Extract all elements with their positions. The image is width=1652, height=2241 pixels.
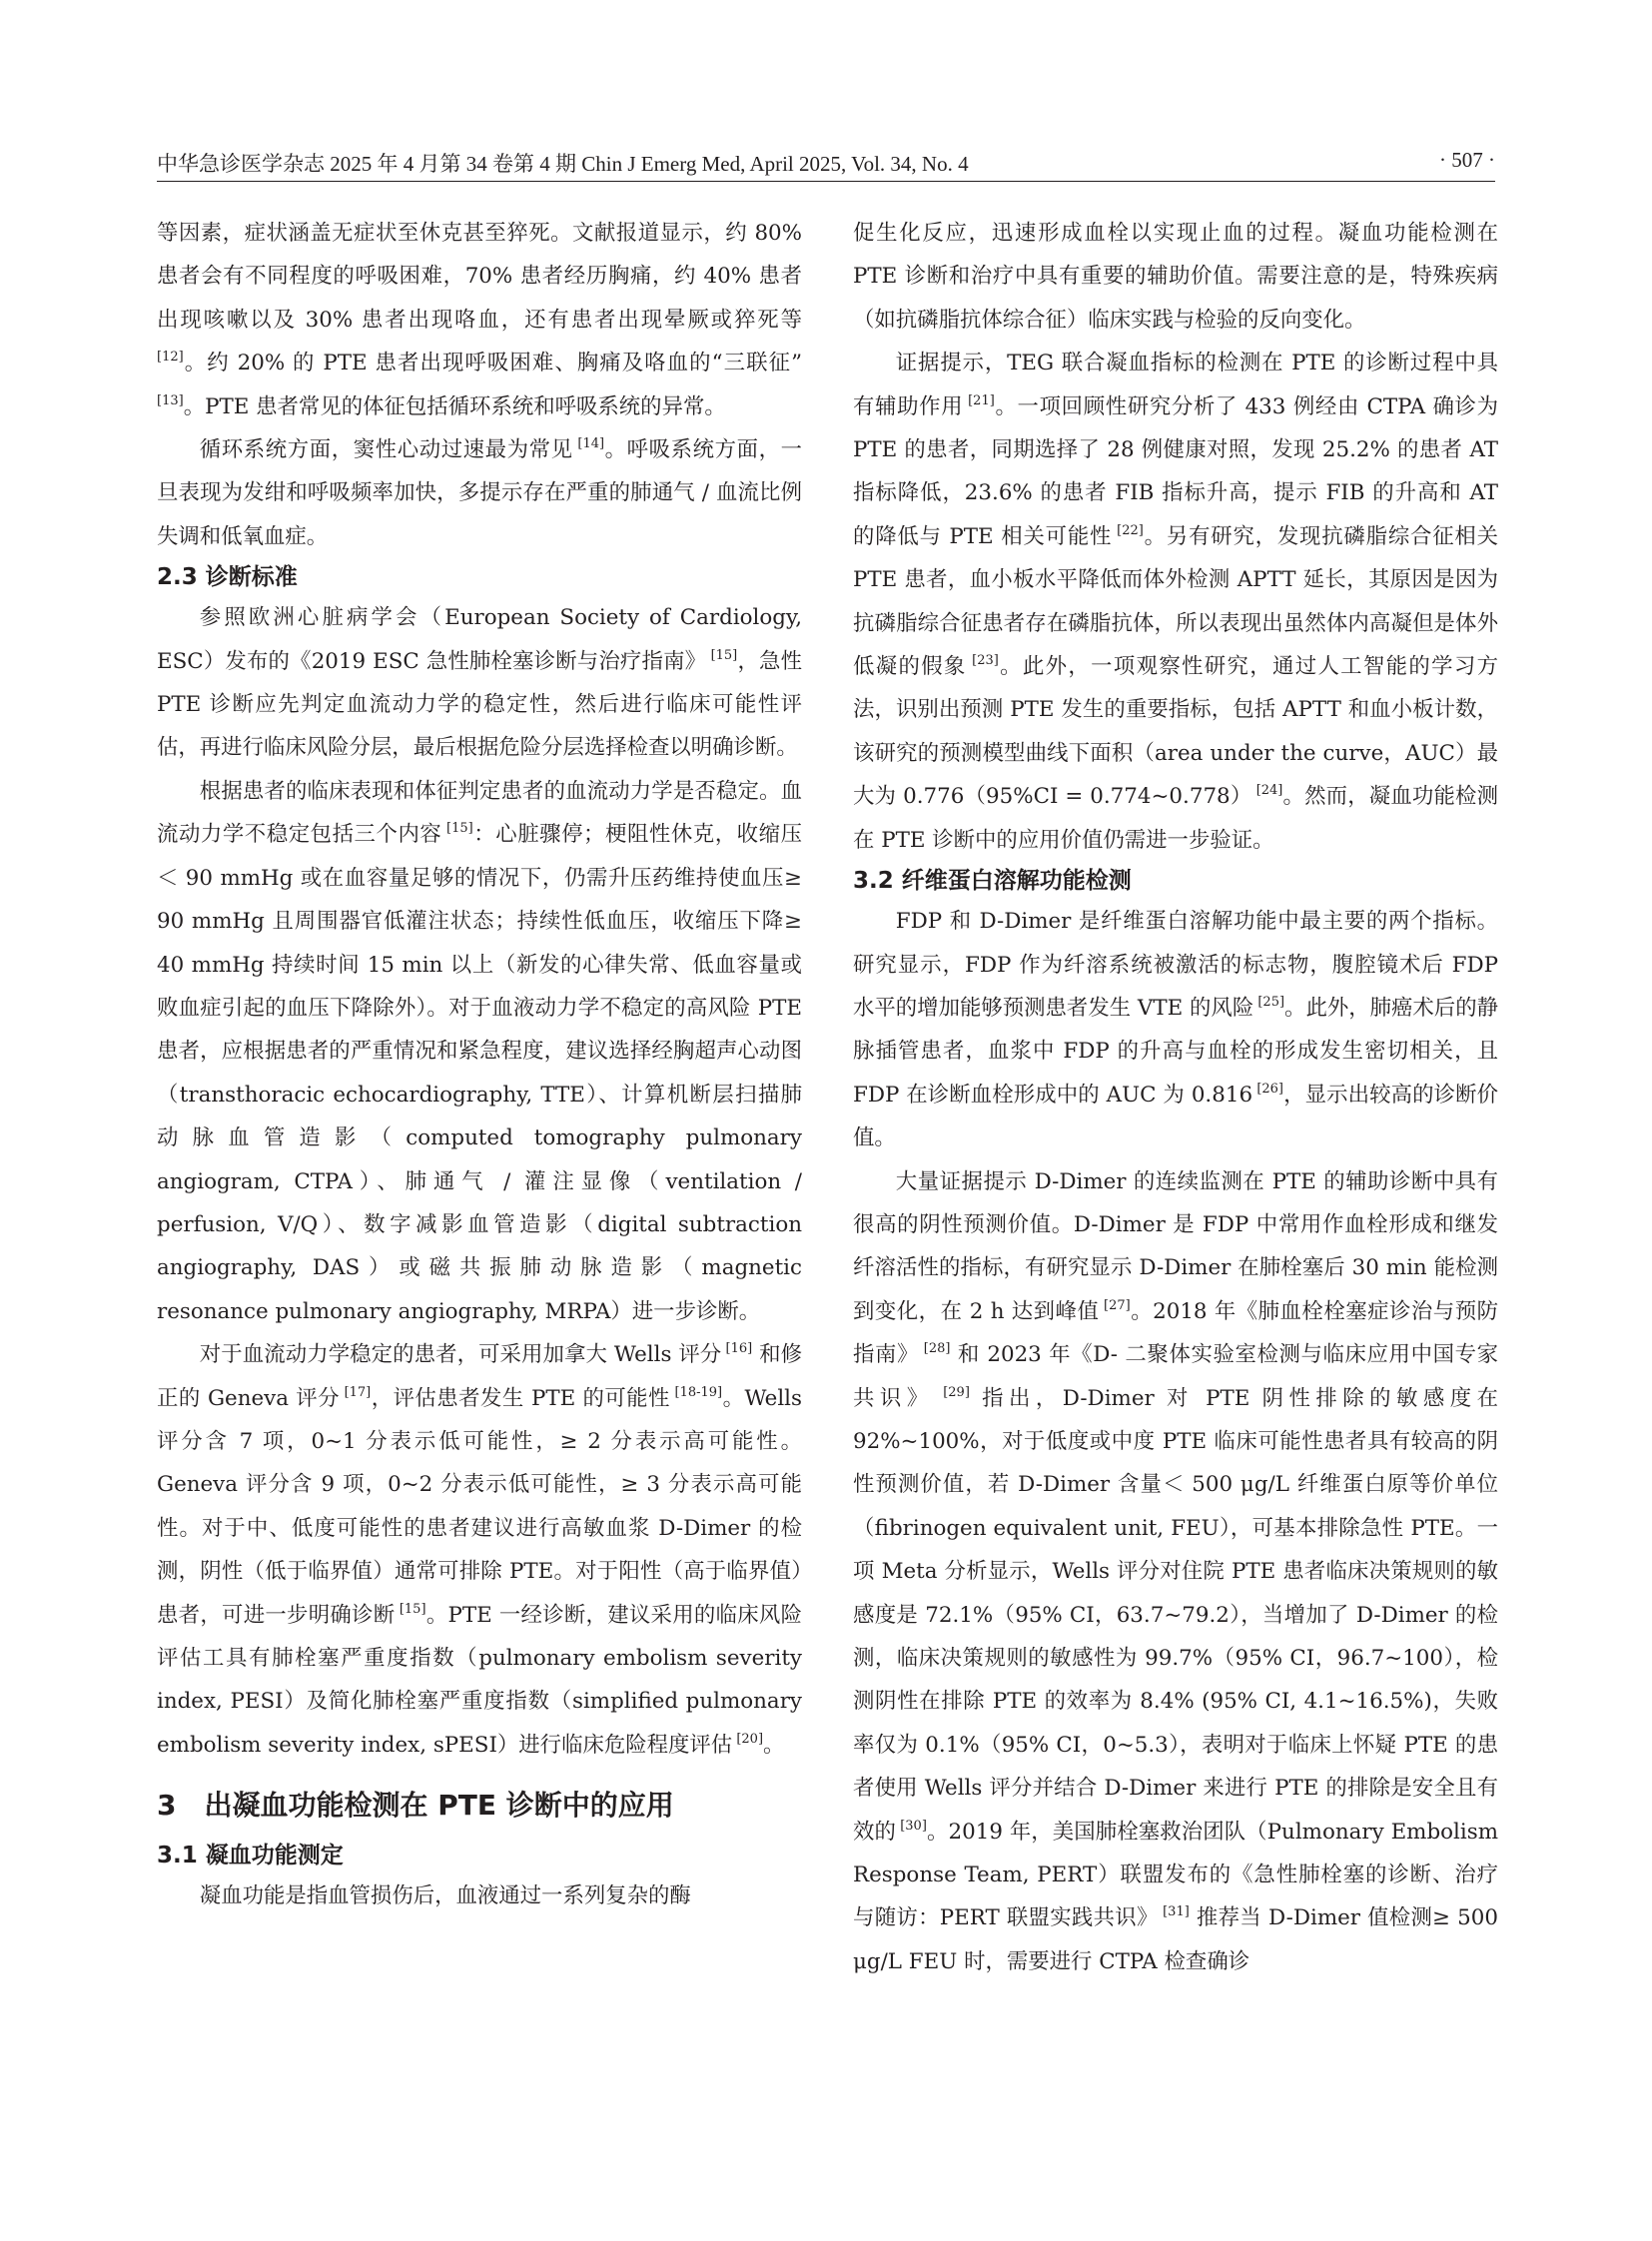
paragraph: 循环系统方面，窦性心动过速最为常见 [14]。呼吸系统方面，一旦表现为发绀和呼吸频率加快，多提示存在严重的肺通气 / 血流比例失调和低氧血症。 [157,435,802,549]
citation-marker: [20] [732,1731,764,1747]
citation-marker: [16] [721,1341,753,1357]
page-number: · 507 · [1439,148,1495,172]
citation-marker: [15] [441,821,473,837]
section-heading-3-2: 3.2 纤维蛋白溶解功能检测 [853,868,1132,895]
paragraph: 对于血流动力学稳定的患者，可采用加拿大 Wells 评分 [16] 和修正的 Geneva 评分 [17]，评估患者发生 PTE 的可能性 [18-19]。Wells 评分含 7 项，0~1 分表示低可能性，≥ 2 分表示高可能性。Geneva 评分含 9 项，0~2 分表示低可能性，≥ 3 分表示高可能性。对于中、低度可能性的患者建议进行高敏血浆 D-Dimer 的检测，阴性（低于临界值）通常可排除 PTE。对于阳性（高于临界值）患者，可进一步明确诊断 [15]。PTE 一经诊断，建议采用的临床风险评估工具有肺栓塞严重度指数（pulmonary embolism severity index, PESI）及简化肺栓塞严重度指数（simplified pulmonary embolism severity index, sPESI）进行临床危险程度评估 [20]。 [157,1341,802,1758]
citation-marker: [30] [895,1818,927,1834]
journal-citation: 中华急诊医学杂志 2025 年 4 月第 34 卷第 4 期 Chin J Emerg Med, April 2025, Vol. 34, No. 4 [157,152,969,176]
section-heading-3-1: 3.1 凝血功能测定 [157,1843,344,1869]
citation-marker: [15] [395,1601,426,1617]
paragraph: 根据患者的临床表现和体征判定患者的血流动力学是否稳定。血流动力学不稳定包括三个内容 [15]：心脏骤停；梗阻性休克，收缩压＜ 90 mmHg 或在血容量足够的情况下，仍需升压药维持使血压≥ 90 mmHg 且周围器官低灌注状态；持续性低血压，收缩压下降≥ 40 mmHg 持续时间 15 min 以上（新发的心律失常、低血容量或败血症引起的血压下降除外）。对于血液动力学不稳定的高风险 PTE 患者，应根据患者的严重情况和紧急程度，建议选择经胸超声心动图（transthoracic echocardiography, TTE）、计算机断层扫描肺动脉血管造影（computed tomography pulmonary angiogram, CTPA）、肺通气 / 灌注显像（ventilation / perfusion, V/Q）、数字减影血管造影（digital subtraction angiography, DAS）或磁共振肺动脉造影（magnetic resonance pulmonary angiography, MRPA）进一步诊断。 [157,778,802,1324]
section-heading-3: 3 出凝血功能检测在 PTE 诊断中的应用 [157,1789,674,1823]
citation-marker: [14] [572,435,605,451]
citation-marker: [21] [963,392,995,408]
header-divider [157,181,1495,182]
citation-marker: [28] [919,1341,951,1357]
running-header [157,148,1495,180]
citation-marker: [13] [157,392,184,408]
paragraph: 参照欧洲心脏病学会（European Society of Cardiology, ESC）发布的《2019 ESC 急性肺栓塞诊断与治疗指南》 [15]，急性 PTE 诊断应先判定血流动力学的稳定性，然后进行临床可能性评估，再进行临床风险分层，最后根据危险分层选择检查以明确诊断。 [157,605,802,761]
citation-marker: [15] [706,647,738,663]
paragraph: 促生化反应，迅速形成血栓以实现止血的过程。凝血功能检测在 PTE 诊断和治疗中具有重要的辅助价值。需要注意的是，特殊疾病（如抗磷脂抗体综合征）临床实践与检验的反向变化。 [853,221,1498,333]
citation-marker: [22] [1112,522,1144,538]
paragraph: 大量证据提示 D-Dimer 的连续监测在 PTE 的辅助诊断中具有很高的阴性预测价值。D-Dimer 是 FDP 中常用作血栓形成和继发纤溶活性的指标，有研究显示 D-Dimer 在肺栓塞后 30 min 能检测到变化，在 2 h 达到峰值 [27]。2018 年《肺血栓栓塞症诊治与预防指南》 [28] 和 2023 年《D- 二聚体实验室检测与临床应用中国专家共识》 [29] 指出，D-Dimer 对 PTE 阴性排除的敏感度在 92%~100%，对于低度或中度 PTE 临床可能性患者具有较高的阴性预测价值，若 D-Dimer 含量＜ 500 μg/L 纤维蛋白原等价单位（fibrinogen equivalent unit, FEU），可基本排除急性 PTE。一项 Meta 分析显示，Wells 评分对住院 PTE 患者临床决策规则的敏感度是 72.1%（95% CI，63.7~79.2），当增加了 D-Dimer 的检测，临床决策规则的敏感性为 99.7%（95% CI，96.7~100），检测阴性在排除 PTE 的效率为 8.4% (95% CI, 4.1~16.5%)，失败率仅为 0.1%（95% CI，0~5.3），表明对于临床上怀疑 PTE 的患者使用 Wells 评分并结合 D-Dimer 来进行 PTE 的排除是安全且有效的 [30]。2019 年，美国肺栓塞救治团队（Pulmonary Embolism Response Team, PERT）联盟发布的《急性肺栓塞的诊断、治疗与随访：PERT 联盟实践共识》 [31] 推荐当 D-Dimer 值检测≥ 500 μg/L FEU 时，需要进行 CTPA 检查确诊 [853,1168,1498,1974]
citation-marker: [24] [1251,783,1283,799]
right-column [853,212,1498,1983]
paragraph: 证据提示，TEG 联合凝血指标的检测在 PTE 的诊断过程中具有辅助作用 [21]。一项回顾性研究分析了 433 例经由 CTPA 确诊为 PTE 的患者，同期选择了 28 例健康对照，发现 25.2% 的患者 AT 指标降低，23.6% 的患者 FIB 指标升高，提示 FIB 的升高和 AT 的降低与 PTE 相关可能性 [22]。另有研究，发现抗磷脂综合征相关 PTE 患者，血小板水平降低而体外检测 APTT 延长，其原因是因为抗磷脂综合征患者存在磷脂抗体，所以表现出虽然体内高凝但是体外低凝的假象 [23]。此外，一项观察性研究，通过人工智能的学习方法，识别出预测 PTE 发生的重要指标，包括 APTT 和血小板计数，该研究的预测模型曲线下面积（area under the curve，AUC）最大为 0.776（95%CI = 0.774~0.778） [24]。然而，凝血功能检测在 PTE 诊断中的应用价值仍需进一步验证。 [853,351,1498,853]
section-heading-2-3: 2.3 诊断标准 [157,564,298,591]
citation-marker: [27] [1099,1297,1131,1313]
paragraph: 等因素，症状涵盖无症状至休克甚至猝死。文献报道显示，约 80% 患者会有不同程度的呼吸困难，70% 患者经历胸痛，约 40% 患者出现咳嗽以及 30% 患者出现咯血，还有患者出现晕厥或猝死等 [12]。约 20% 的 PTE 患者出现呼吸困难、胸痛及咯血的“三联征” [13]。PTE 患者常见的体征包括循环系统和呼吸系统的异常。 [157,221,802,419]
paragraph: 凝血功能是指血管损伤后，血液通过一系列复杂的酶 [199,1883,691,1909]
citation-marker: [12] [157,350,184,366]
citation-marker: [29] [933,1384,970,1400]
citation-marker: [26] [1252,1081,1284,1097]
citation-marker: [25] [1253,994,1285,1010]
paragraph: FDP 和 D-Dimer 是纤维蛋白溶解功能中最主要的两个指标。研究显示，FDP 作为纤溶系统被激活的标志物，腹腔镜术后 FDP 水平的增加能够预测患者发生 VTE 的风险 [25]。此外，肺癌术后的静脉插管患者，血浆中 FDP 的升高与血栓的形成发生密切相关，且 FDP 在诊断血栓形成中的 AUC 为 0.816 [26]，显示出较高的诊断价值。 [853,909,1498,1151]
citation-marker: [23] [966,652,999,668]
citation-marker: [18-19] [669,1384,723,1400]
citation-marker: [17] [339,1384,372,1400]
citation-marker: [31] [1158,1904,1190,1920]
left-column [157,212,802,1918]
